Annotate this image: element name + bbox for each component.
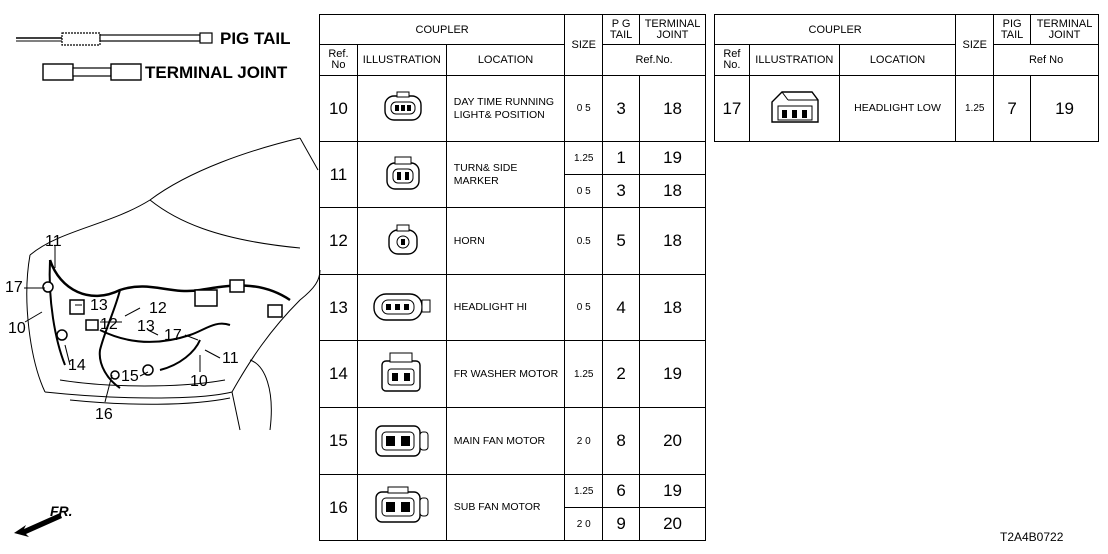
size-cell: 1.25: [565, 142, 603, 175]
location-cell: HORN: [446, 208, 565, 275]
terminal-joint-cell: 20: [640, 508, 706, 541]
location-cell: HEADLIGHT LOW: [839, 76, 956, 142]
illustration-header: ILLUSTRATION: [749, 45, 839, 76]
size-cell: 2 0: [565, 408, 603, 475]
connector-3pin-icon: [357, 275, 446, 341]
ref-cell: 17: [715, 76, 750, 142]
terminal-joint-cell: 18: [640, 76, 706, 142]
coupler-table-main: [319, 14, 706, 541]
callout-13b: 13: [137, 318, 155, 335]
terminal-joint-cell: 18: [640, 208, 706, 275]
callout-10b: 10: [190, 373, 208, 390]
location-cell: MAIN FAN MOTOR: [446, 408, 565, 475]
pg-tail-cell: 8: [603, 408, 640, 475]
terminal-joint-header: TERMINAL JOINT: [640, 15, 706, 45]
pg-tail-cell: 7: [994, 76, 1031, 142]
table-row: [320, 475, 706, 508]
callout-17: 17: [5, 279, 23, 296]
table-row: [320, 142, 706, 175]
table-row: [320, 76, 706, 142]
location-cell: HEADLIGHT HI: [446, 275, 565, 341]
pg-tail-cell: 4: [603, 275, 640, 341]
connector-1pin-icon: [357, 208, 446, 275]
size-cell: 0 5: [565, 76, 603, 142]
ref-cell: 11: [320, 142, 358, 208]
table-row: [715, 76, 1099, 142]
terminal-joint-label: TERMINAL JOINT: [145, 63, 288, 82]
size-cell: 1.25: [565, 341, 603, 408]
ref-cell: 13: [320, 275, 358, 341]
ref-no-header: Ref. No: [320, 45, 358, 76]
table-row: [320, 408, 706, 475]
pg-tail-cell: 3: [603, 175, 640, 208]
pig-tail-label: PIG TAIL: [220, 29, 291, 48]
location-cell: DAY TIME RUNNING LIGHT& POSITION: [446, 76, 565, 142]
size-cell: 1.25: [565, 475, 603, 508]
size-cell: 0 5: [565, 275, 603, 341]
location-header: LOCATION: [839, 45, 956, 76]
table-row: [320, 208, 706, 275]
ref-no-header: Ref No.: [715, 45, 750, 76]
connector-2pin-icon: [357, 341, 446, 408]
ref-cell: 10: [320, 76, 358, 142]
pig-tail-icon: [14, 28, 214, 50]
terminal-joint-cell: 19: [1031, 76, 1099, 142]
coupler-header: COUPLER: [320, 15, 565, 45]
size-cell: 1.25: [956, 76, 994, 142]
ref-no-sub-header: Ref.No.: [603, 45, 706, 76]
coupler-header: COUPLER: [715, 15, 956, 45]
ref-cell: 14: [320, 341, 358, 408]
callout-15: 15: [121, 368, 139, 385]
connector-2pin-icon: [357, 408, 446, 475]
connector-3pin-icon: [357, 76, 446, 142]
terminal-joint-cell: 18: [640, 275, 706, 341]
callout-12b: 12: [149, 300, 167, 317]
ref-cell: 16: [320, 475, 358, 541]
callout-14: 14: [68, 357, 86, 374]
callout-11b: 11: [222, 350, 239, 367]
terminal-joint-cell: 19: [640, 142, 706, 175]
harness-diagram: [0, 130, 320, 440]
size-cell: 0 5: [565, 175, 603, 208]
size-cell: 0.5: [565, 208, 603, 275]
terminal-joint-icon: [42, 62, 142, 84]
callout-11: 11: [45, 233, 62, 250]
callout-16: 16: [95, 406, 113, 423]
terminal-joint-cell: 18: [640, 175, 706, 208]
ref-cell: 12: [320, 208, 358, 275]
direction-label: FR.: [50, 503, 73, 519]
part-code: T2A4B0722: [1000, 530, 1064, 544]
terminal-joint-cell: 19: [640, 341, 706, 408]
pg-tail-header: PIG TAIL: [994, 15, 1031, 45]
callout-17b: 17: [164, 327, 182, 344]
callout-10: 10: [8, 320, 26, 337]
pg-tail-cell: 6: [603, 475, 640, 508]
pg-tail-cell: 5: [603, 208, 640, 275]
connector-3pin-icon: [749, 76, 839, 142]
pg-tail-header: P G TAIL: [603, 15, 640, 45]
location-header: LOCATION: [446, 45, 565, 76]
connector-2pin-icon: [357, 475, 446, 541]
pg-tail-cell: 2: [603, 341, 640, 408]
size-header: SIZE: [956, 15, 994, 76]
connector-2pin-icon: [357, 142, 446, 208]
callout-12: 12: [100, 316, 118, 333]
table-row: [320, 275, 706, 341]
pg-tail-cell: 9: [603, 508, 640, 541]
terminal-joint-cell: 19: [640, 475, 706, 508]
location-cell: TURN& SIDE MARKER: [446, 142, 565, 208]
ref-cell: 15: [320, 408, 358, 475]
size-header: SIZE: [565, 15, 603, 76]
table-row: [320, 341, 706, 408]
illustration-header: ILLUSTRATION: [357, 45, 446, 76]
terminal-joint-cell: 20: [640, 408, 706, 475]
location-cell: FR WASHER MOTOR: [446, 341, 565, 408]
terminal-joint-header: TERMINAL JOINT: [1031, 15, 1099, 45]
ref-no-sub-header: Ref No: [994, 45, 1099, 76]
coupler-table-secondary: [714, 14, 1099, 142]
location-cell: SUB FAN MOTOR: [446, 475, 565, 541]
pg-tail-cell: 1: [603, 142, 640, 175]
size-cell: 2 0: [565, 508, 603, 541]
pg-tail-cell: 3: [603, 76, 640, 142]
callout-13: 13: [90, 297, 108, 314]
